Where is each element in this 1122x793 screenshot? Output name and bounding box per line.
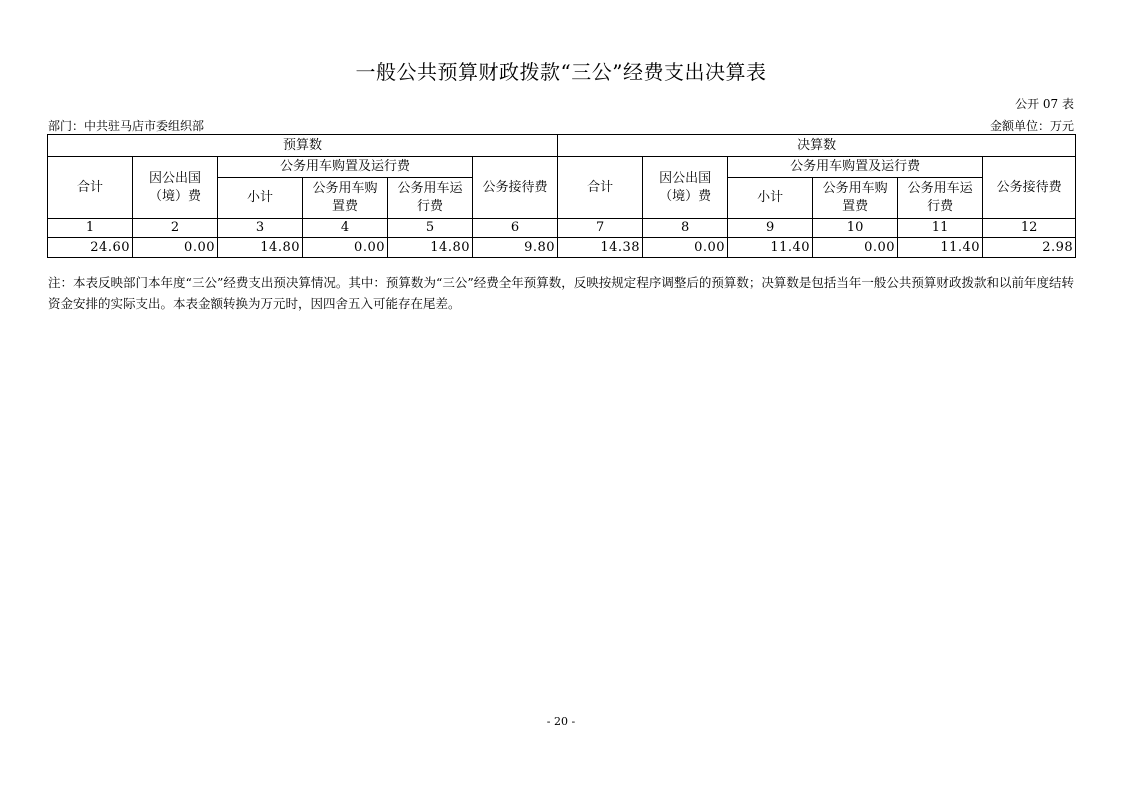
header-row-groups (48, 135, 1076, 157)
page-number: - 20 - (546, 715, 576, 728)
index-cell: 2 (133, 219, 218, 238)
header-budget-operation-line1: 公务用车运 (397, 181, 463, 196)
header-budget-group: 预算数 (48, 135, 558, 157)
value-final-abroad: 0.00 (643, 238, 728, 258)
unit-label: 金额单位：万元 (989, 119, 1074, 133)
header-final-reception: 公务接待费 (983, 157, 1076, 219)
value-row (48, 238, 1076, 258)
index-cell: 11 (898, 219, 983, 238)
header-final-purchase-line1: 公务用车购 (822, 181, 888, 196)
index-cell: 8 (643, 219, 728, 238)
header-budget-operation (388, 178, 473, 219)
value-final-vehicle-subtotal: 11.40 (728, 238, 813, 258)
value-budget-abroad: 0.00 (133, 238, 218, 258)
value-final-vehicle-purchase: 0.00 (813, 238, 898, 258)
index-cell: 4 (303, 219, 388, 238)
header-final-group: 决算数 (558, 135, 1076, 157)
header-final-total: 合计 (558, 157, 643, 219)
form-number: 公开 07 表 (1015, 97, 1074, 111)
header-budget-purchase-line2: 置费 (331, 199, 358, 214)
index-cell: 3 (218, 219, 303, 238)
header-budget-subtotal: 小计 (218, 178, 303, 219)
index-cell: 10 (813, 219, 898, 238)
header-final-abroad (643, 157, 728, 219)
value-budget-vehicle-operation: 14.80 (388, 238, 473, 258)
header-budget-reception: 公务接待费 (473, 157, 558, 219)
header-final-abroad-line2: （境）费 (659, 188, 712, 204)
three-public-expenses-table (47, 134, 1076, 258)
header-final-subtotal: 小计 (728, 178, 813, 219)
index-cell: 12 (983, 219, 1076, 238)
value-budget-total: 24.60 (48, 238, 133, 258)
header-budget-purchase (303, 178, 388, 219)
header-row-categories (48, 157, 1076, 178)
value-budget-vehicle-purchase: 0.00 (303, 238, 388, 258)
value-budget-vehicle-subtotal: 14.80 (218, 238, 303, 258)
header-final-purchase-line2: 置费 (842, 199, 869, 214)
header-budget-operation-line2: 行费 (416, 199, 443, 214)
header-budget-abroad-line2: （境）费 (148, 188, 201, 204)
header-budget-abroad (133, 157, 218, 219)
header-budget-purchase-line1: 公务用车购 (312, 181, 378, 196)
value-final-reception: 2.98 (983, 238, 1076, 258)
header-final-operation (898, 178, 983, 219)
index-cell: 9 (728, 219, 813, 238)
header-final-purchase (813, 178, 898, 219)
header-final-operation-line2: 行费 (927, 199, 954, 214)
header-budget-total: 合计 (48, 157, 133, 219)
value-budget-reception: 9.80 (473, 238, 558, 258)
header-final-abroad-line1: 因公出国 (659, 170, 712, 186)
index-row (48, 219, 1076, 238)
index-cell: 7 (558, 219, 643, 238)
index-cell: 1 (48, 219, 133, 238)
index-cell: 6 (473, 219, 558, 238)
header-budget-vehicle: 公务用车购置及运行费 (218, 157, 473, 178)
department-label: 部门：中共驻马店市委组织部 (48, 119, 205, 133)
table-note: 注：本表反映部门本年度“三公”经费支出预决算情况。其中：预算数为“三公”经费全年预算数，反映按规定程序调整后的预算数；决算数是包括当年一般公共预算财政拨款和以前年度结转资金安排的实际支出。本表金额转换为万元时，因四舍五入可能存在尾差。 (48, 275, 1074, 311)
header-final-operation-line1: 公务用车运 (907, 181, 973, 196)
header-budget-abroad-line1: 因公出国 (148, 170, 201, 186)
header-final-vehicle: 公务用车购置及运行费 (728, 157, 983, 178)
page-title: 一般公共预算财政拨款“三公”经费支出决算表 (355, 60, 767, 84)
value-final-vehicle-operation: 11.40 (898, 238, 983, 258)
index-cell: 5 (388, 219, 473, 238)
value-final-total: 14.38 (558, 238, 643, 258)
